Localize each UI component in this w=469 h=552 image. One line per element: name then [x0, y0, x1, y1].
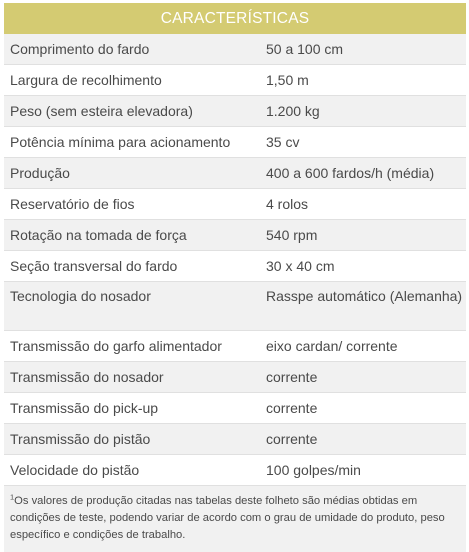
spec-label: Transmissão do pistão — [4, 424, 262, 455]
spec-label: Produção — [4, 158, 262, 189]
specs-header: CARACTERÍSTICAS — [4, 3, 466, 34]
spec-label: Rotação na tomada de força — [4, 220, 262, 251]
spec-row — [4, 424, 466, 455]
spec-row — [4, 158, 466, 189]
spec-value: 4 rolos — [262, 189, 466, 220]
spec-value: 50 a 100 cm — [262, 34, 466, 65]
spec-row — [4, 331, 466, 362]
spec-label: Velocidade do pistão — [4, 455, 262, 486]
spec-label: Comprimento do fardo — [4, 34, 262, 65]
spec-label: Potência mínima para acionamento — [4, 127, 262, 158]
spec-row — [4, 362, 466, 393]
spec-label: Largura de recolhimento — [4, 65, 262, 96]
spec-row — [4, 96, 466, 127]
spec-value: 1.200 kg — [262, 96, 466, 127]
footnote-marker: 1 — [10, 492, 15, 502]
footnote — [4, 486, 466, 552]
spec-row — [4, 189, 466, 220]
spec-value: 1,50 m — [262, 65, 466, 96]
specs-panel — [4, 3, 466, 552]
spec-row — [4, 220, 466, 251]
spec-label: Transmissão do nosador — [4, 362, 262, 393]
spec-row — [4, 65, 466, 96]
spec-value: corrente — [262, 424, 466, 455]
spec-row — [4, 251, 466, 282]
spec-value: 30 x 40 cm — [262, 251, 466, 282]
spec-label: Transmissão do pick-up — [4, 393, 262, 424]
spec-value: corrente — [262, 362, 466, 393]
spec-row — [4, 282, 466, 331]
spec-label: Reservatório de fios — [4, 189, 262, 220]
spec-value: 35 cv — [262, 127, 466, 158]
footnote-text: Os valores de produção citadas nas tabelas deste folheto são médias obtidas em condições de teste, podendo variar de acordo com o grau de umidade do produto, peso específico e condições de trabalho. — [10, 495, 445, 541]
spec-row — [4, 34, 466, 65]
spec-value: corrente — [262, 393, 466, 424]
spec-label: Seção transversal do fardo — [4, 251, 262, 282]
spec-value: Rasspe automático (Alemanha) — [262, 282, 466, 331]
spec-row — [4, 393, 466, 424]
spec-row — [4, 455, 466, 486]
spec-row — [4, 127, 466, 158]
spec-label: Peso (sem esteira elevadora) — [4, 96, 262, 127]
spec-value: 400 a 600 fardos/h (média) — [262, 158, 466, 189]
spec-value: eixo cardan/ corrente — [262, 331, 466, 362]
spec-value: 540 rpm — [262, 220, 466, 251]
spec-label: Tecnologia do nosador — [4, 282, 262, 331]
spec-value: 100 golpes/min — [262, 455, 466, 486]
specs-table-body — [4, 34, 466, 486]
spec-label: Transmissão do garfo alimentador — [4, 331, 262, 362]
specs-table — [4, 34, 466, 486]
